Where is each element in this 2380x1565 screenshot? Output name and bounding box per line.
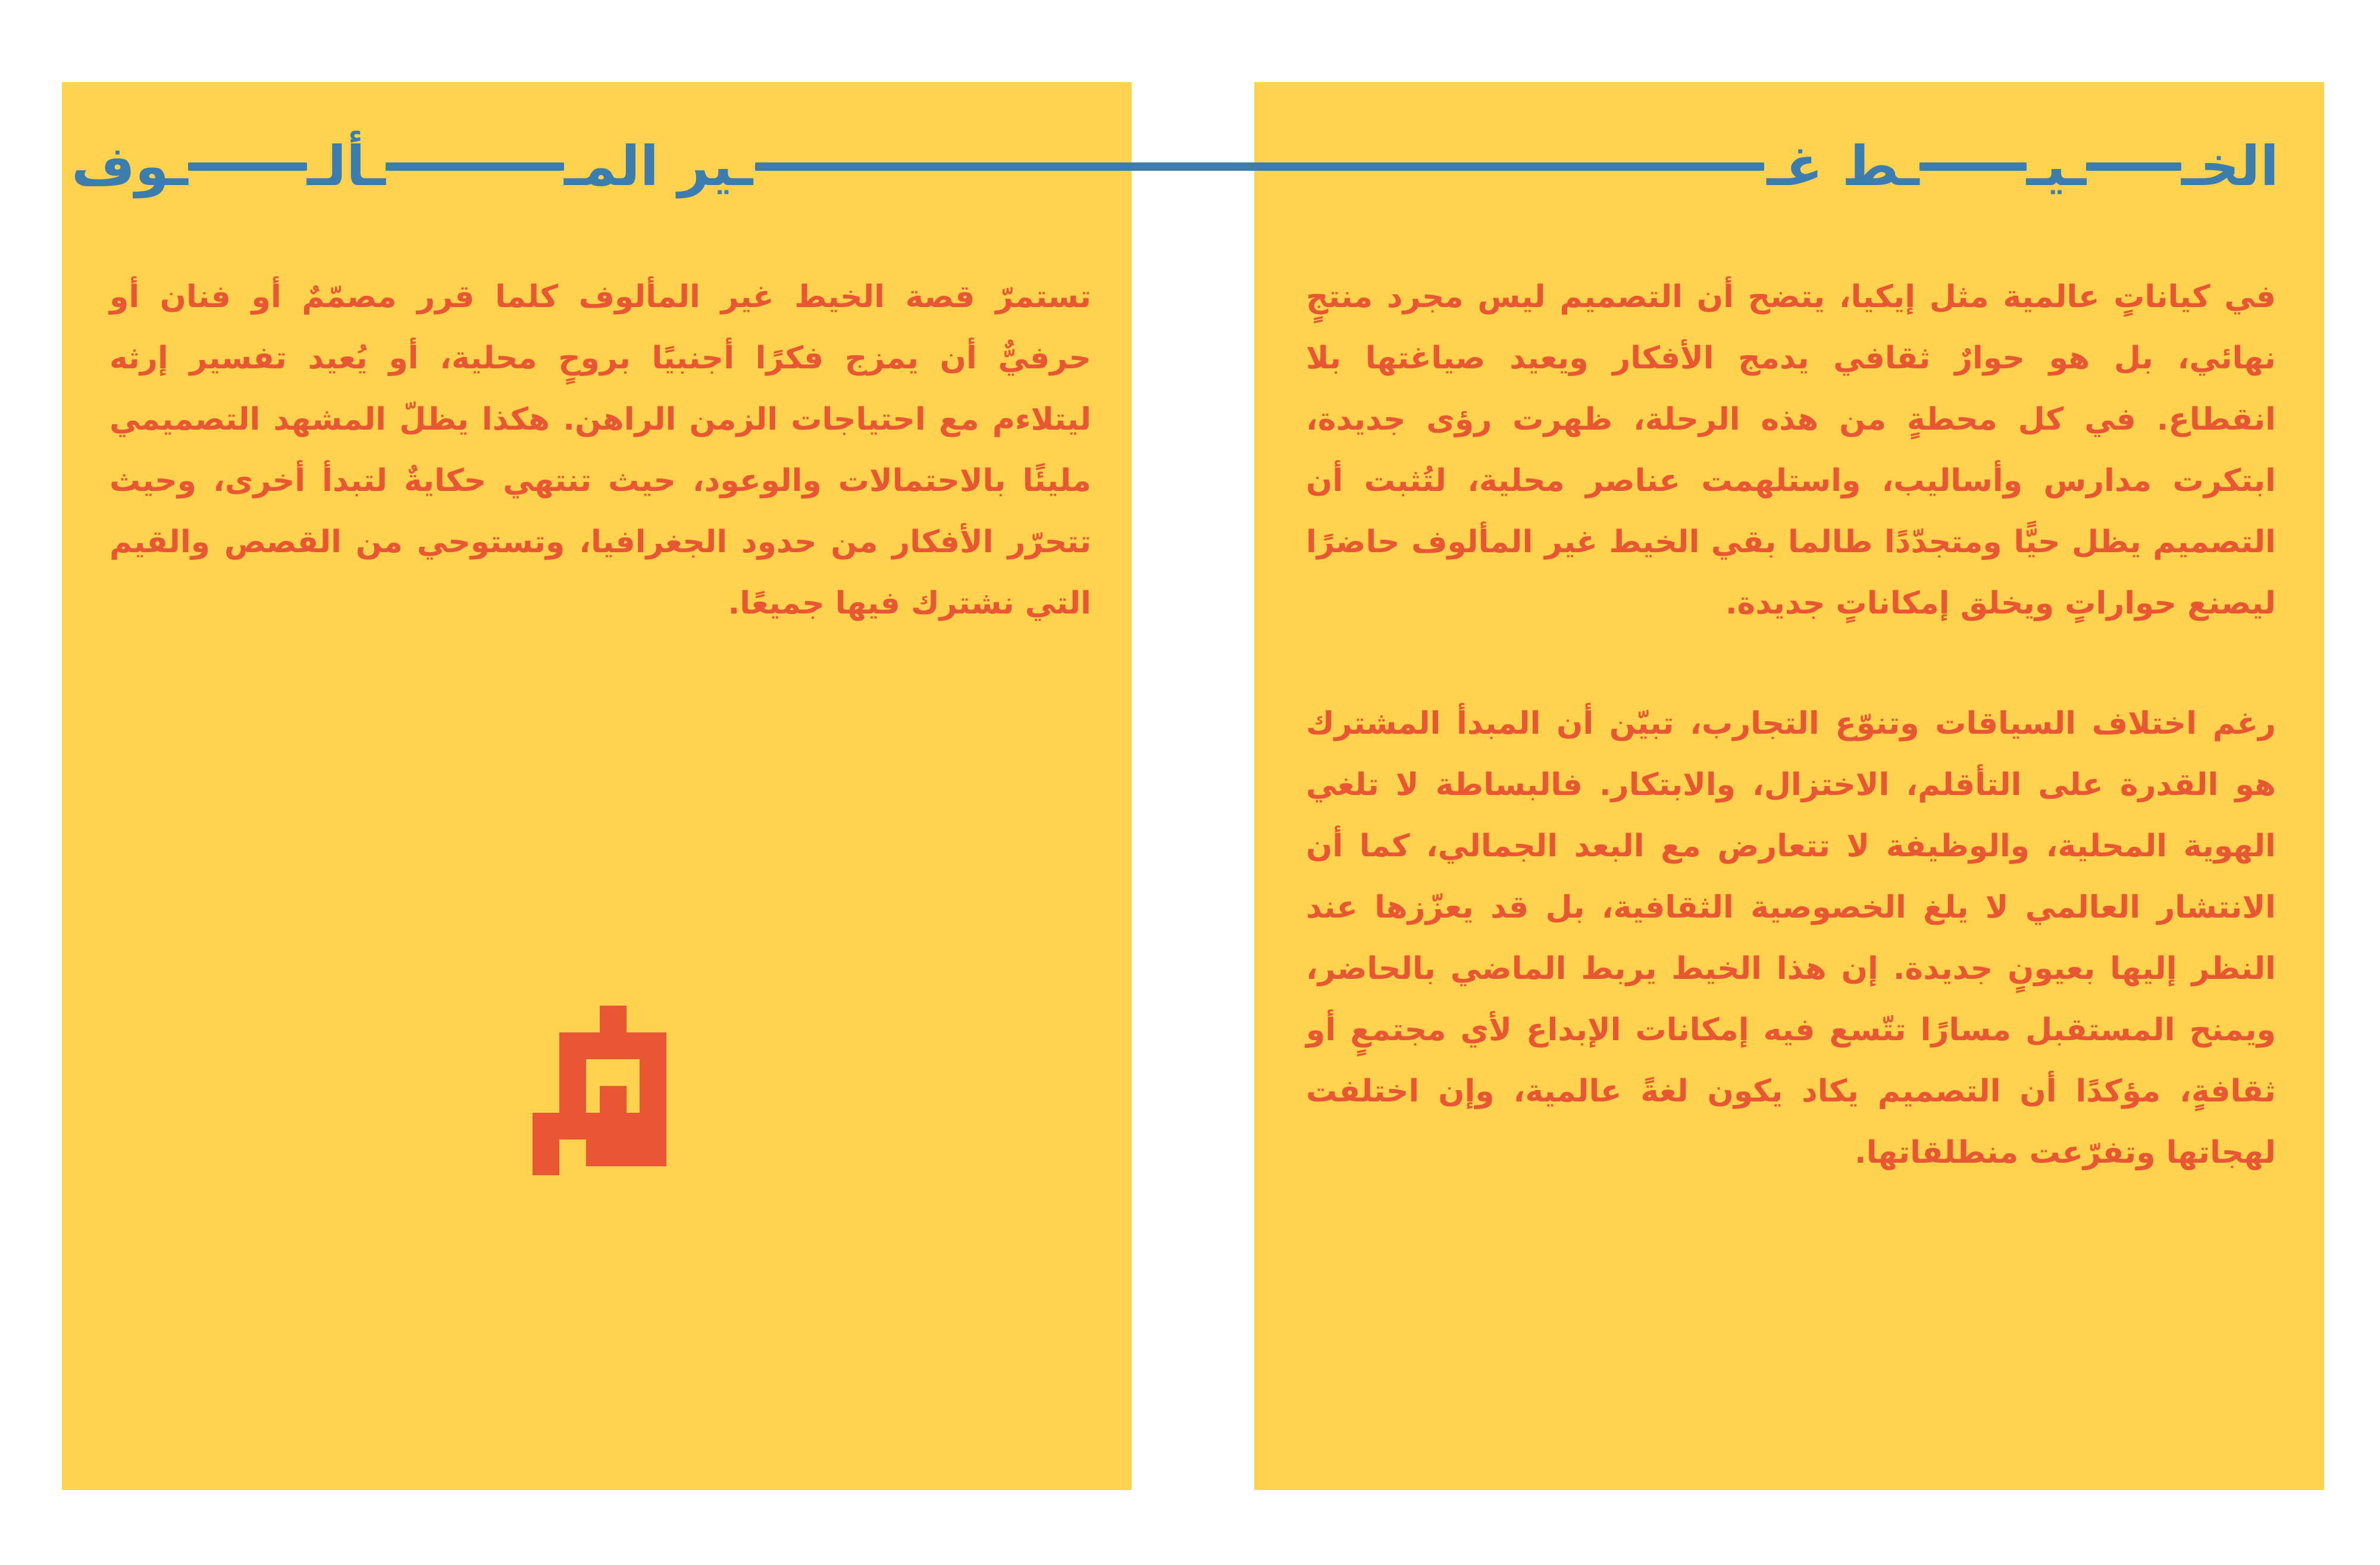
title-kashida-4 bbox=[386, 162, 564, 171]
title-word-3: ـط غـ bbox=[1767, 134, 1919, 198]
spread-title bbox=[71, 122, 2279, 211]
title-kashida-1 bbox=[2086, 162, 2181, 171]
title-word-6: ـوف bbox=[71, 134, 188, 198]
title-kashida-2 bbox=[1919, 162, 2027, 171]
title-word-1: الخـ bbox=[2181, 134, 2279, 198]
title-word-5: ـألـ bbox=[307, 134, 386, 198]
title-word-2: ـيـ bbox=[2026, 134, 2087, 198]
kufic-logo-icon-svg bbox=[533, 1006, 666, 1175]
title-kashida-3 bbox=[755, 162, 1764, 171]
left-page-paragraph: تستمرّ قصة الخيط غير المألوف كلما قرر مصمّمٌ أو فنان أو حرفيٌّ أن يمزج فكرًا أجنبيًا بروحٍ محلية، أو يُعيد تفسير إرثه ليتلاءم مع احتياجات الزمن الراهن. هكذا يظلّ المشهد التصميمي مليئًا بالاحتمالات والوعود، حيث تنتهي حكايةٌ لتبدأ أخرى، وحيث تتحرّر الأفكار من حدود الجغرافيا، وتستوحي من القصص والقيم التي نشترك فيها جميعًا. bbox=[109, 279, 1091, 621]
title-word-4: ـير المـ bbox=[563, 134, 753, 198]
title-kashida-5 bbox=[188, 162, 307, 171]
right-page-paragraph-1: في كياناتٍ عالمية مثل إيكيا، يتضح أن التصميم ليس مجرد منتجٍ نهائي، بل هو حوارٌ ثقافي يدمج الأفكار ويعيد صياغتها بلا انقطاع. في كل محطةٍ من هذه الرحلة، ظهرت رؤى جديدة، ابتكرت مدارس وأساليب، واستلهمت عناصر محلية، لتُثبت أن التصميم يظل حيًّا ومتجدّدًا طالما بقي الخيط غير المألوف حاضرًا ليصنع حواراتٍ ويخلق إمكاناتٍ جديدة. bbox=[1306, 279, 2276, 621]
right-page-paragraph-2: رغم اختلاف السياقات وتنوّع التجارب، تبيّن أن المبدأ المشترك هو القدرة على التأقلم، الاختزال، والابتكار. فالبساطة لا تلغي الهوية المحلية، والوظيفة لا تتعارض مع البعد الجمالي، كما أن الانتشار العالمي لا يلغ الخصوصية الثقافية، بل قد يعزّزها عند النظر إليها بعيونٍ جديدة. إن هذا الخيط يربط الماضي بالحاضر، ويمنح المستقبل مسارًا تتّسع فيه إمكانات الإبداع لأي مجتمعٍ أو ثقافةٍ، مؤكدًا أن التصميم يكاد يكون لغةً عالمية، وإن اختلفت لهجاتها وتفرّعت منطلقاتها. bbox=[1306, 706, 2276, 1170]
kufic-logo-icon bbox=[533, 1006, 666, 1175]
